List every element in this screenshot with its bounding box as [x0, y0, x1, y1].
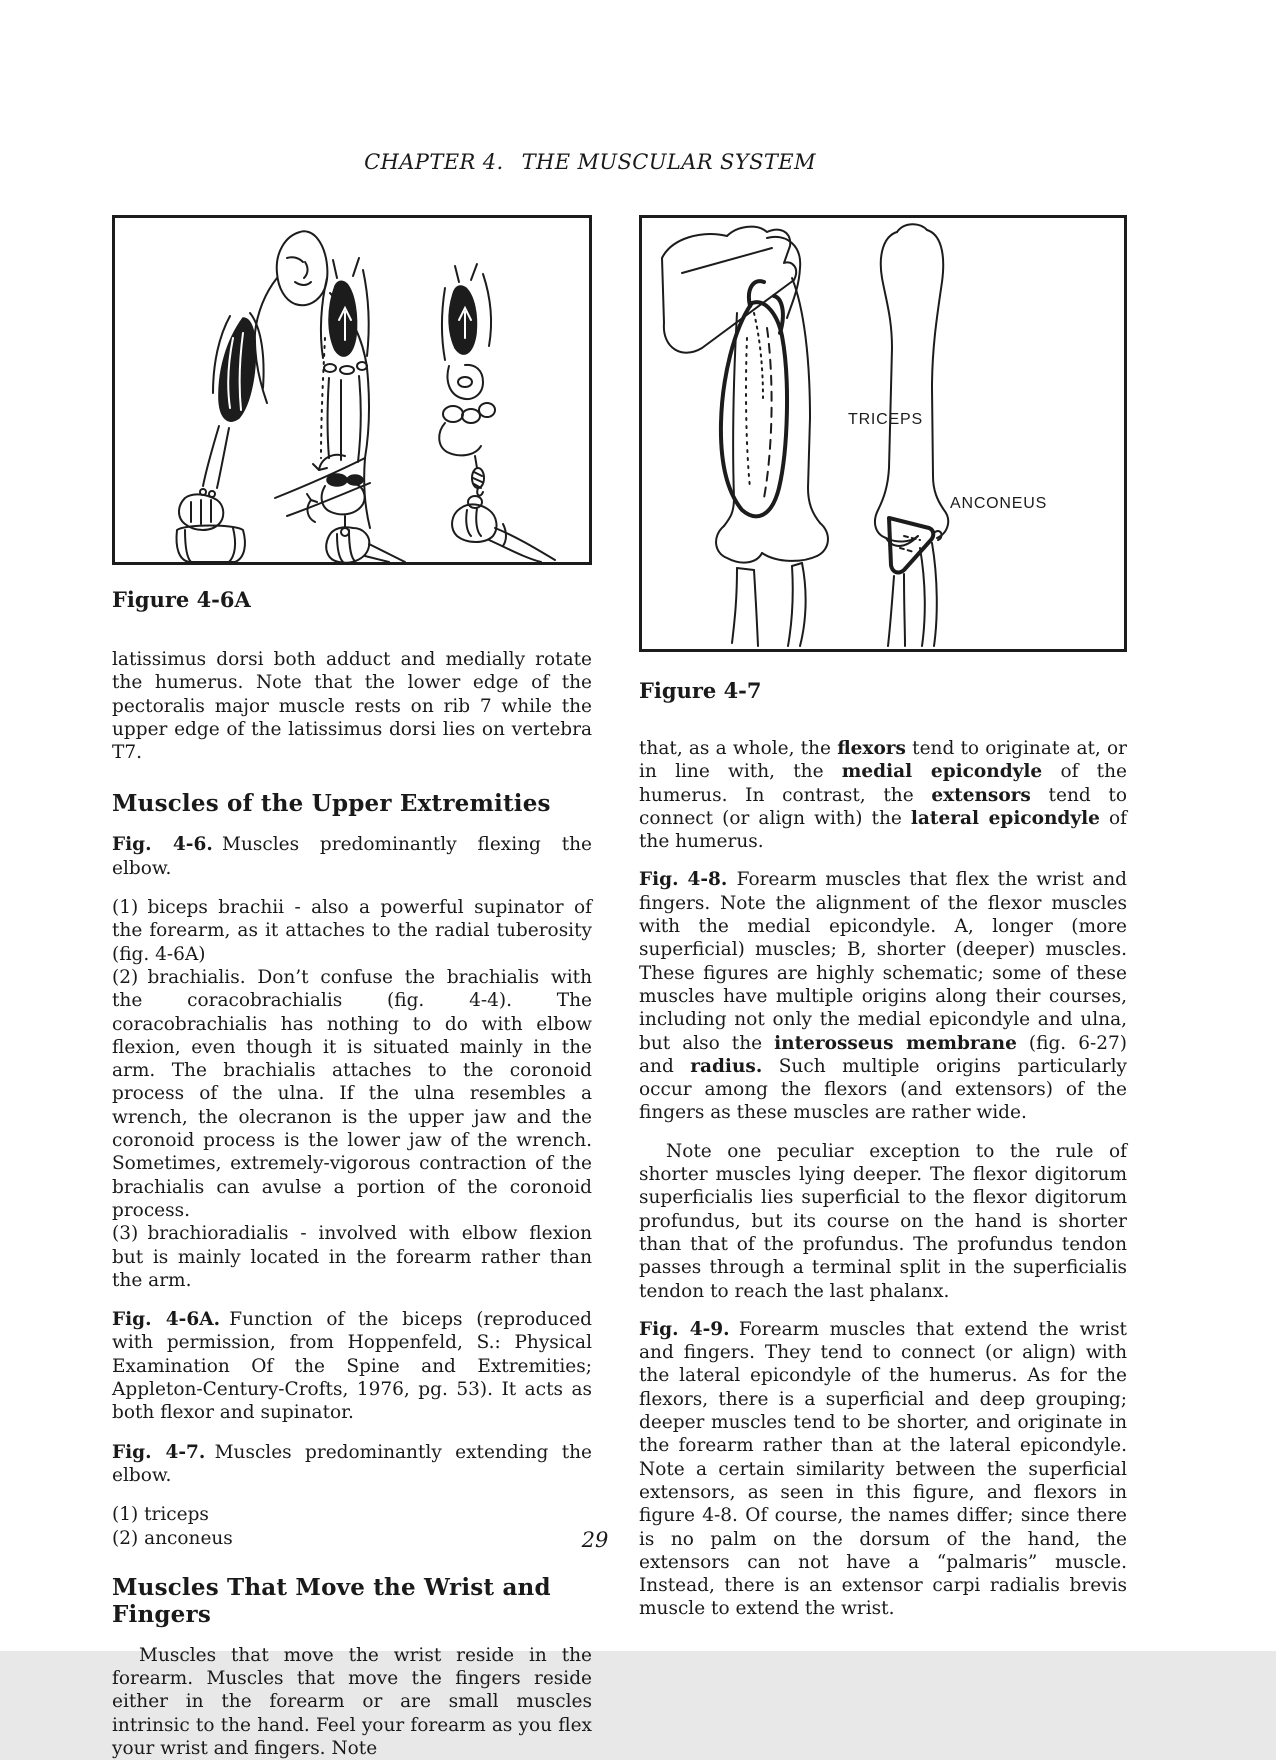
fig-4-6a-caption-paragraph: Fig. 4-6A. Function of the biceps (reproduced with permission, from Hoppenfeld, S.: Physical Examination Of the Spine and Extremities; Appleton-Century-Crofts, 1976, pg. 53). It acts as both flexor and supinator. [112, 1309, 592, 1424]
triceps-anconeus-drawing [642, 218, 1124, 649]
right-column [639, 215, 1127, 1621]
fig-4-7-caption-paragraph: Fig. 4-7. Muscles predominantly extending the elbow. [112, 1441, 593, 1486]
figure-4-6a-image [112, 215, 592, 565]
paragraph-flexors-extensors: that, as a whole, the flexors tend to originate at, or in line with, the medial epicondyle of the humerus. In contrast, the extensors tend to connect (or align with) the lateral epicondyle of the humerus. [639, 738, 1127, 853]
list-item-brachialis: (2) brachialis. Don’t confuse the brachialis with the coracobrachialis (fig. 4-4). The coracobrachialis has nothing to do with elbow flexion, even though it is situated mainly in the arm. The brachialis attaches to the coronoid process of the ulna. If the ulna resembles a wrench, the olecranon is the upper jaw and the coronoid process is the lower jaw of the wrench. Sometimes, extremely-vigorous contraction of the brachialis can avulse a portion of the coronoid process. [112, 966, 592, 1221]
biceps-function-drawing [115, 218, 589, 562]
paragraph-peculiar-exception: Note one peculiar exception to the rule of shorter muscles lying deeper. The flexor digitorum superficialis lies superficial to the flexor digitorum profundus, but its course on the hand is shorter than that of the profundus. The profundus tendon passes through a terminal split in the superficialis tendon to reach the last phalanx. [639, 1140, 1127, 1302]
anconeus-label: ANCONEUS [950, 495, 1048, 512]
list-item-anconeus: (2) anconeus [112, 1527, 233, 1549]
figure-4-6a-caption: Figure 4-6A [112, 587, 251, 612]
list-item-biceps-brachii: (1) biceps brachii - also a powerful supinator of the forearm, as it attaches to the radial tuberosity (fig. 4-6A) [112, 897, 592, 965]
page-number: 29 [581, 1528, 609, 1552]
chapter-running-head: CHAPTER 4. THE MUSCULAR SYSTEM [364, 150, 816, 174]
list-item-brachioradialis: (3) brachioradialis - involved with elbow flexion but is mainly located in the forearm rather than the arm. [112, 1223, 592, 1291]
paragraph-wrist-muscles: Muscles that move the wrist reside in the forearm. Muscles that move the fingers reside either in the forearm or are small muscles intrinsic to the hand. Feel your forearm as you flex your wrist and fingers. Note [112, 1644, 592, 1759]
triceps-label: TRICEPS [848, 411, 923, 428]
fig-4-8-caption-paragraph: Fig. 4-8. Forearm muscles that flex the wrist and fingers. Note the alignment of the flexor muscles with the medial epicondyle. A, longer (more superficial) muscles; B, shorter (deeper) muscles. These figures are highly schematic; some of these muscles have multiple origins along their courses, including not only the medial epicondyle and ulna, but also the interosseus membrane (fig. 6-27) and radius. Such multiple origins particularly occur among the flexors (and extensors) of the fingers as these muscles are rather wide. [639, 869, 1128, 1124]
heading-upper-extremities: Muscles of the Upper Extremities [112, 790, 551, 818]
figure-4-7-caption: Figure 4-7 [639, 678, 762, 703]
paragraph-latissimus: latissimus dorsi both adduct and medially rotate the humerus. Note that the lower edge of the pectoralis major muscle rests on rib 7 while the upper edge of the latissimus dorsi lies on vertebra T7. [112, 649, 592, 764]
fig-4-9-caption-paragraph: Fig. 4-9. Forearm muscles that extend the wrist and fingers. They tend to connect (or align) with the lateral epicondyle of the humerus. As for the flexors, there is a superficial and deep grouping; deeper muscles tend to be shorter, and originate in the forearm rather than at the lateral epicondyle. Note a certain similarity between the superficial extensors, as seen in this figure, and flexors in figure 4-8. Of course, the names differ; since there is no palm on the dorsum of the hand, the extensors can not have a “palmaris” muscle. Instead, there is an extensor carpi radialis brevis muscle to extend the wrist. [639, 1318, 1127, 1620]
list-item-triceps: (1) triceps [112, 1504, 209, 1526]
figure-4-7-image [639, 215, 1127, 652]
fig-4-6-caption: Fig. 4-6. Muscles predominantly flexing the elbow. [112, 834, 592, 879]
heading-wrist-fingers: Muscles That Move the Wrist and Fingers [112, 1573, 551, 1628]
